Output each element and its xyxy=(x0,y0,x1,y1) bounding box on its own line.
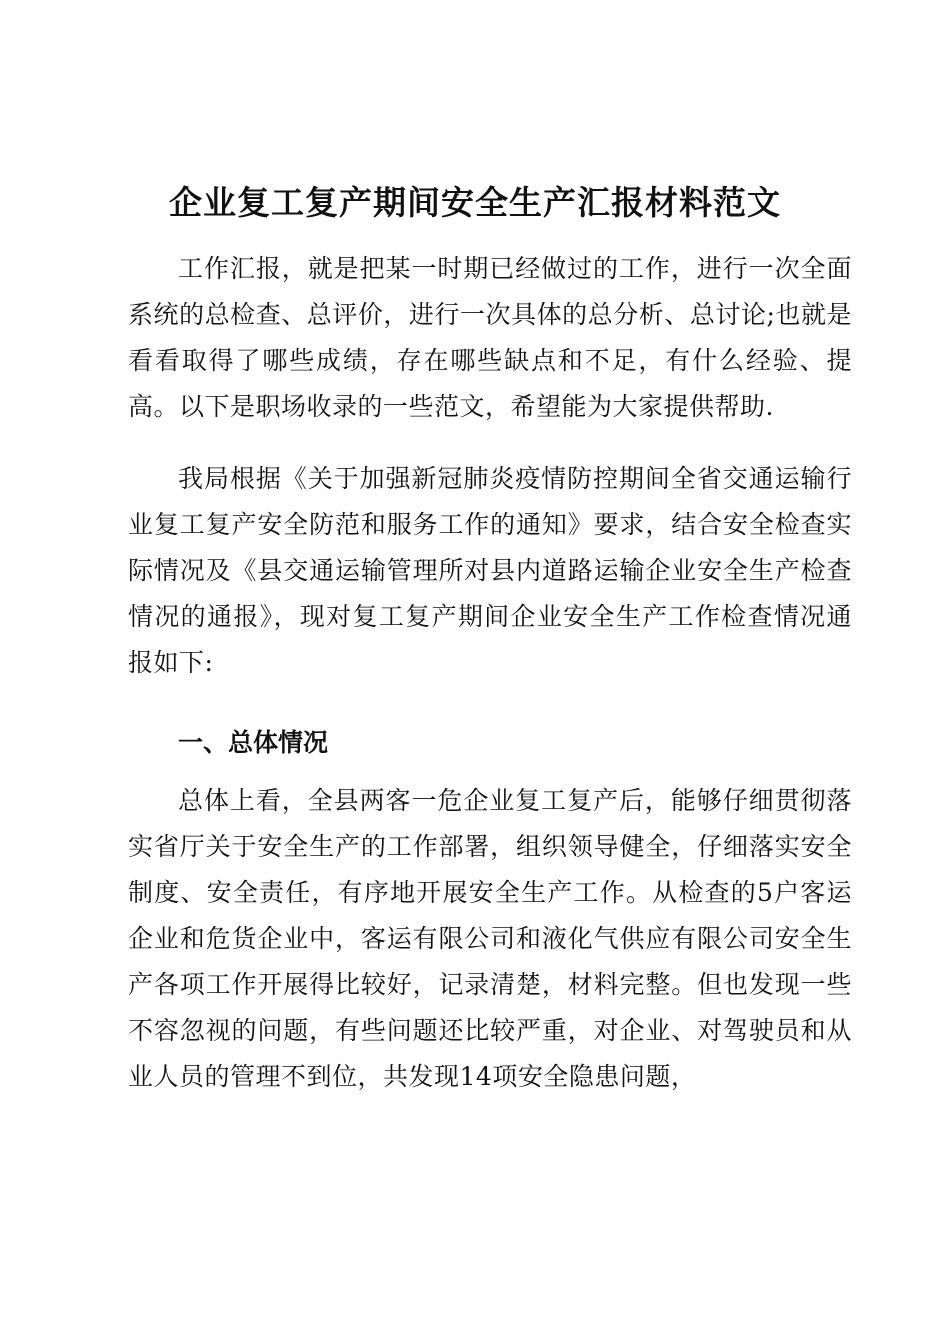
document-title: 企业复工复产期间安全生产汇报材料范文 xyxy=(169,183,781,222)
section-paragraph: 总体上看，全县两客一危企业复工复产后，能够仔细贯彻落实省厅关于安全生产的工作部署，组织领导健全，仔细落实安全制度、安全责任，有序地开展安全生产工作。从检查的5户客运企业和危货企业中，客运有限公司和液化气供应有限公司安全生产各项工作开展得比较好，记录清楚，材料完整。但也发现一些不容忽视的问题，有些问题还比较严重，对企业、对驾驶员和从业人员的管理不到位，共发现14项安全隐患问题， xyxy=(128,786,852,1091)
section-heading: 一、总体情况 xyxy=(178,728,329,757)
intro-paragraph: 工作汇报，就是把某一时期已经做过的工作，进行一次全面系统的总检查、总评价，进行一次具体的总分析、总讨论;也就是看看取得了哪些成绩，存在哪些缺点和不足，有什么经验、提高。以下是职场收录的一些范文，希望能为大家提供帮助. xyxy=(128,254,852,421)
notice-paragraph: 我局根据《关于加强新冠肺炎疫情防控期间全省交通运输行业复工复产安全防范和服务工作的通知》要求，结合安全检查实际情况及《县交通运输管理所对县内道路运输企业安全生产检查情况的通报》，现对复工复产期间企业安全生产工作检查情况通报如下: xyxy=(128,464,852,677)
